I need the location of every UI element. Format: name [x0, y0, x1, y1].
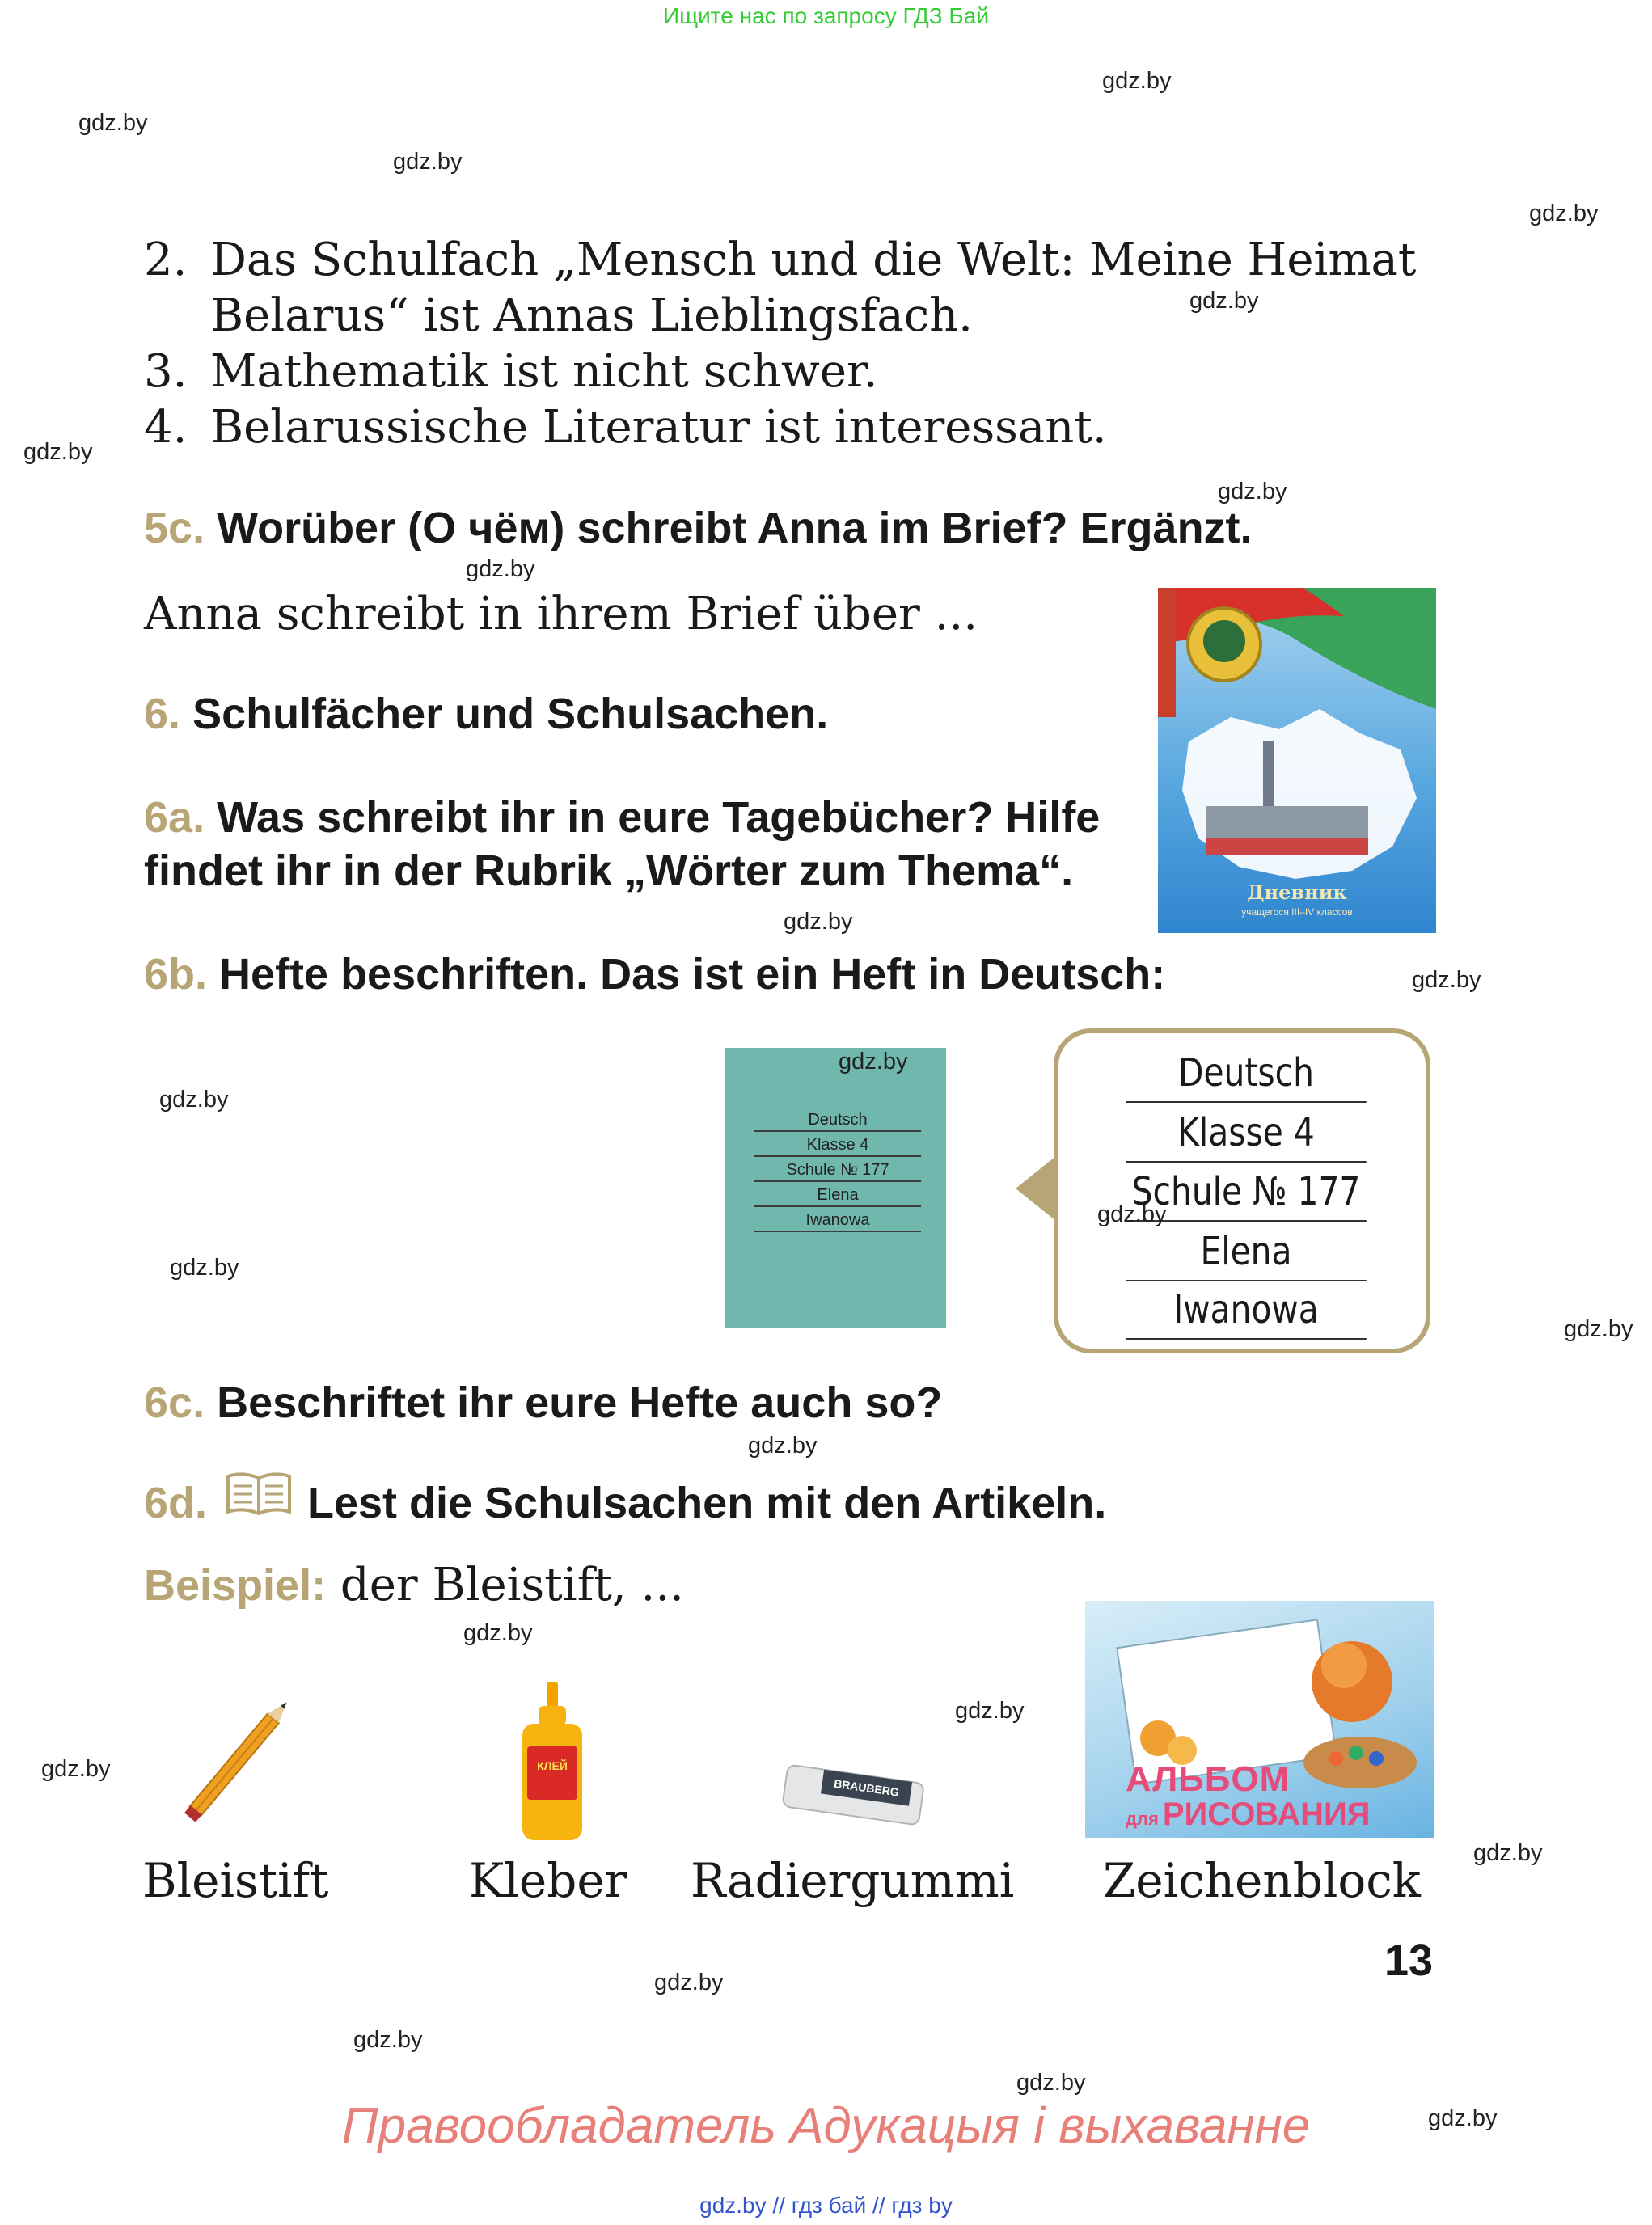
task-number: 6b. [144, 950, 208, 999]
album-small: для [1126, 1809, 1159, 1829]
notebook-image [725, 1048, 946, 1328]
notebook-line: Deutsch [754, 1106, 921, 1132]
bubble-line: Deutsch [1126, 1045, 1367, 1103]
example-text: der Bleistift, ... [326, 1559, 684, 1611]
glue-label: КЛЕЙ [537, 1759, 568, 1772]
statement-number: 3. [144, 345, 188, 398]
task-text: Was schreibt ihr in eure Tagebücher? Hilfe [217, 793, 1101, 842]
task-5c [144, 503, 1253, 553]
eraser-image [776, 1759, 930, 1832]
statement-text: Mathematik ist nicht schwer. [210, 345, 878, 398]
watermark: gdz.by [1189, 288, 1259, 314]
task-6 [144, 689, 828, 739]
eraser-label: BRAUBERG [833, 1776, 900, 1799]
watermark: gdz.by [1473, 1840, 1543, 1866]
example-line [144, 1559, 684, 1611]
watermark: gdz.by [1529, 201, 1599, 226]
task-6c [144, 1378, 942, 1428]
watermark: gdz.by [466, 556, 535, 582]
task-text: Hefte beschriften. Das ist ein Heft in Deutsch: [219, 950, 1166, 999]
open-book-icon [225, 1470, 293, 1517]
pencil-image [162, 1675, 323, 1837]
bubble-line: Iwanowa [1126, 1281, 1367, 1340]
word-radiergummi: Radiergummi [691, 1853, 1015, 1908]
example-label: Beispiel: [144, 1561, 327, 1610]
task-number: 6. [144, 690, 181, 738]
diary-cover-image [1158, 588, 1436, 933]
watermark: gdz.by [1564, 1316, 1633, 1342]
statement-2-continuation: Belarus“ ist Annas Lieblingsfach. [210, 289, 973, 342]
diary-title: Дневник [1247, 880, 1347, 904]
bubble-line: Schule № 177 [1126, 1163, 1367, 1222]
word-zeichenblock: Zeichenblock [1103, 1853, 1421, 1908]
statement-number: 4. [144, 401, 188, 454]
watermark: gdz.by [170, 1255, 239, 1281]
task-6b [144, 949, 1165, 999]
footer-links[interactable]: gdz.by // гдз бай // гдз by [699, 2193, 953, 2218]
watermark: gdz.by [1218, 479, 1287, 505]
task-number: 6a. [144, 793, 205, 842]
watermark: gdz.by [1102, 68, 1172, 94]
statement-text: Das Schulfach „Mensch und die Welt: Meine Heimat [210, 234, 1417, 286]
watermark: gdz.by [463, 1620, 533, 1646]
notebook-line: Iwanowa [754, 1206, 921, 1232]
anna-line: Anna schreibt in ihrem Brief über ... [144, 588, 978, 640]
word-kleber: Kleber [469, 1853, 627, 1908]
drawing-album-image [1085, 1601, 1434, 1838]
statement-4 [144, 399, 1107, 456]
watermark: gdz.by [784, 909, 853, 935]
statement-text: Belarussische Literatur ist interessant. [210, 401, 1107, 454]
bubble-line: Klasse 4 [1126, 1104, 1367, 1163]
album-subtitle [1126, 1796, 1370, 1833]
task-number: 5c. [144, 504, 205, 552]
task-6a [144, 792, 1100, 842]
watermark: gdz.by [1016, 2070, 1086, 2096]
watermark: gdz.by [353, 2027, 423, 2053]
bubble-line: Elena [1126, 1223, 1367, 1281]
watermark: gdz.by [654, 1970, 724, 1995]
glue-bottle-image [522, 1682, 582, 1840]
task-number: 6d. [144, 1479, 208, 1527]
task-number: 6c. [144, 1378, 205, 1427]
task-6d-text: Lest die Schulsachen mit den Artikeln. [307, 1479, 1107, 1527]
statement-number: 2. [144, 234, 188, 286]
statement-3 [144, 344, 877, 400]
task-text: Schulfächer und Schulsachen. [192, 690, 829, 738]
copyright-owner: Правообладатель Адукацыя і выхаванне [341, 2098, 1311, 2154]
word-bleistift: Bleistift [142, 1853, 329, 1908]
watermark: gdz.by [159, 1087, 229, 1112]
statement-2 [144, 232, 1416, 289]
watermark: gdz.by [78, 110, 148, 136]
watermark: gdz.by [955, 1698, 1025, 1724]
watermark: gdz.by [1097, 1201, 1167, 1227]
top-banner[interactable]: Ищите нас по запросу ГДЗ Бай [662, 3, 990, 28]
notebook-line: Klasse 4 [754, 1131, 921, 1157]
album-title-2: РИСОВАНИЯ [1162, 1796, 1371, 1832]
watermark: gdz.by [839, 1049, 908, 1075]
notebook-line: Schule № 177 [754, 1156, 921, 1182]
task-text: Worüber (О чём) schreibt Anna im Brief? Ergänzt. [217, 504, 1253, 552]
task-6a-continuation: findet ihr in der Rubrik „Wörter zum Thema“. [144, 847, 1074, 895]
watermark: gdz.by [1412, 967, 1481, 993]
watermark: gdz.by [41, 1756, 111, 1782]
watermark: gdz.by [1428, 2105, 1498, 2131]
task-text: Beschriftet ihr eure Hefte auch so? [217, 1378, 943, 1427]
watermark: gdz.by [23, 439, 93, 465]
diary-subtitle: учащегося III–IV классов [1241, 906, 1353, 918]
notebook-line: Elena [754, 1181, 921, 1207]
album-title: АЛЬБОМ [1126, 1759, 1291, 1799]
label-bubble [1054, 1028, 1430, 1353]
page-number: 13 [1384, 1936, 1434, 1985]
watermark: gdz.by [748, 1433, 818, 1459]
watermark: gdz.by [393, 149, 463, 175]
task-6d [144, 1478, 207, 1528]
